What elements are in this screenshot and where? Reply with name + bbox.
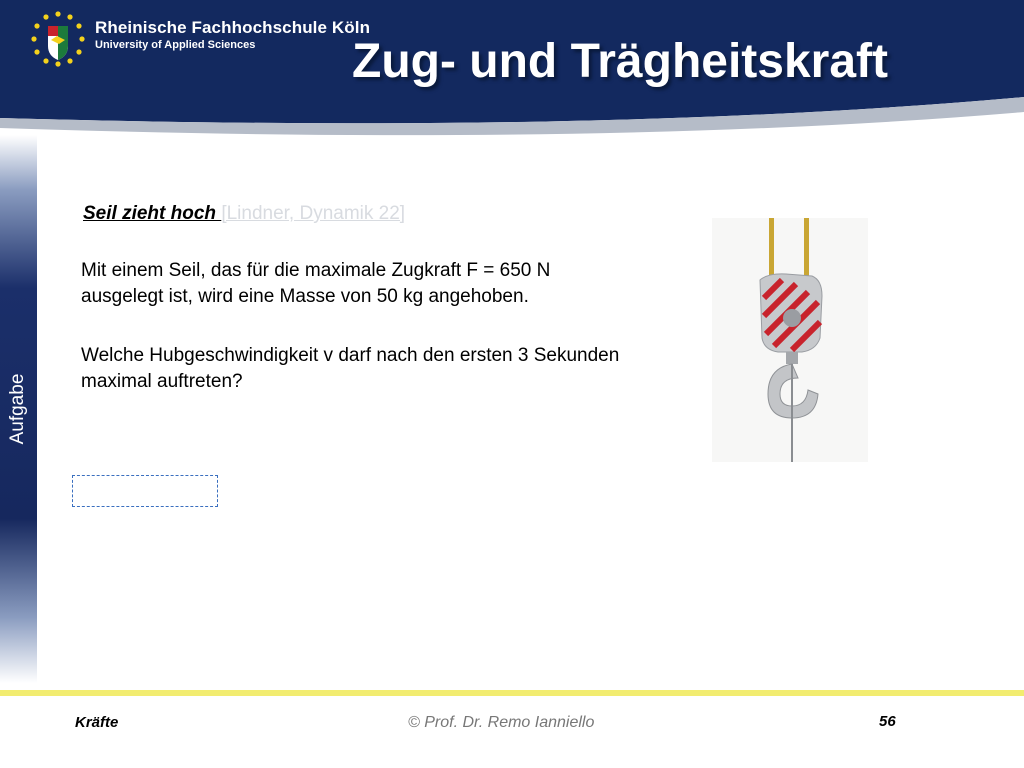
task-subheading	[83, 203, 405, 225]
footer-author: © Prof. Dr. Remo Ianniello	[408, 714, 595, 731]
slide-title: Zug- und Trägheitskraft	[352, 35, 889, 88]
footer-topic: Kräfte	[75, 714, 119, 731]
task-question: Welche Hubgeschwindigkeit v darf nach den ersten 3 Sekunden maximal auftreten?	[81, 345, 620, 392]
section-label: Aufgabe	[7, 373, 28, 445]
task-reference: [Lindner, Dynamik 22]	[221, 203, 406, 224]
page-number: 56	[879, 713, 896, 730]
university-logo	[28, 10, 88, 68]
university-name: Rheinische Fachhochschule Köln	[95, 18, 371, 37]
crane-hook-image	[712, 218, 868, 462]
task-title: Seil zieht hoch	[83, 203, 222, 224]
footer-divider	[0, 690, 1024, 696]
slide-header	[0, 0, 1024, 140]
empty-placeholder-box[interactable]	[72, 475, 218, 507]
university-subtitle: University of Applied Sciences	[95, 39, 256, 51]
task-description: Mit einem Seil, das für die maximale Zugkraft F = 650 N ausgelegt ist, wird eine Masse von 50 kg angehoben.	[81, 260, 551, 307]
